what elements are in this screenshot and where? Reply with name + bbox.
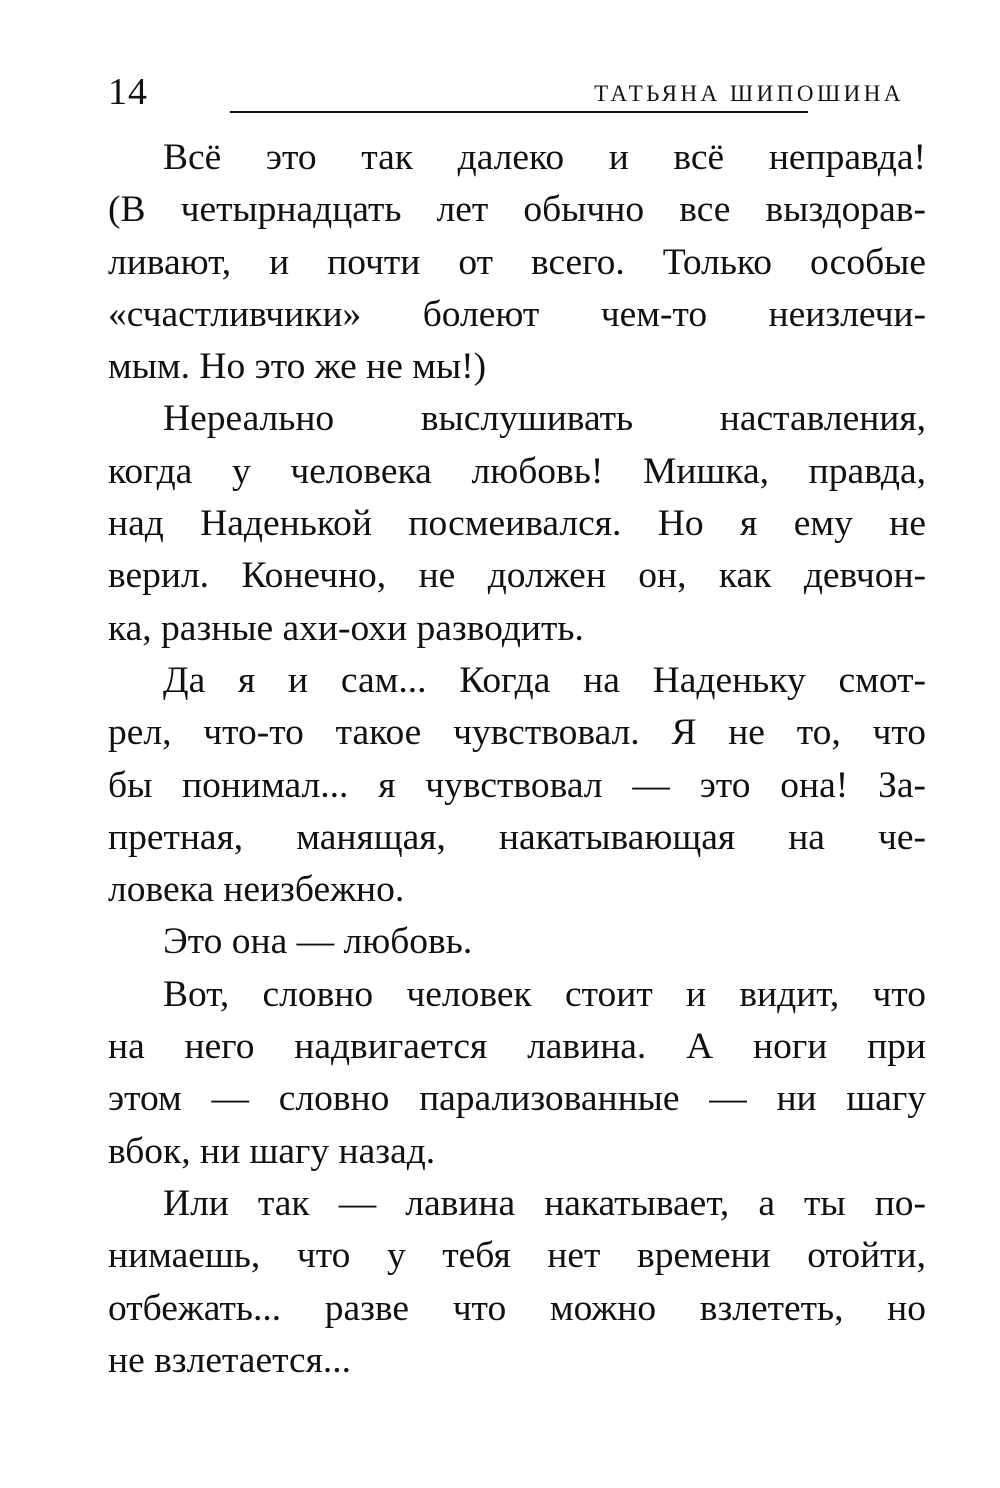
- text-line: верил. Конечно, не должен он, как девчон-: [108, 555, 926, 597]
- text-line: мым. Но это же не мы!): [108, 346, 487, 388]
- text-line: Всё это так далеко и всё неправда!: [163, 137, 926, 178]
- text-line: отбежать... разве что можно взлететь, но: [108, 1287, 926, 1329]
- text-line: претная, манящая, накатывающая на че-: [108, 816, 926, 858]
- running-head-author: ТАТЬЯНА ШИПОШИНА: [594, 81, 904, 106]
- text-line: рел, что-то такое чувствовал. Я не то, что: [108, 712, 926, 754]
- text-line: ка, разные ахи-охи разводить.: [108, 607, 584, 649]
- text-line: Вот, словно человек стоит и видит, что: [163, 973, 926, 1015]
- text-line: над Наденькой посмеивался. Но я ему не: [108, 503, 926, 545]
- text-line: Нереально выслушивать наставления,: [163, 398, 926, 440]
- body-text: [108, 132, 926, 1387]
- text-line: «счастливчики» болеют чем-то неизлечи-: [108, 293, 926, 335]
- text-line: ловека неизбежно.: [108, 869, 405, 911]
- header-rule: [230, 111, 808, 113]
- text-line: (В четырнадцать лет обычно все выздорав-: [108, 189, 926, 231]
- text-line: Это она — любовь.: [163, 921, 473, 963]
- text-line: нимаешь, что у тебя нет времени отойти,: [108, 1235, 926, 1277]
- text-line: бы понимал... я чувствовал — это она! За-: [108, 764, 926, 806]
- text-line: вбок, ни шагу назад.: [108, 1130, 436, 1172]
- page-number: 14: [108, 71, 148, 113]
- text-line: когда у человека любовь! Мишка, правда,: [108, 450, 926, 492]
- text-line: не взлетается...: [108, 1339, 351, 1381]
- text-line: этом — словно парализованные — ни шагу: [108, 1078, 926, 1120]
- text-line: Да я и сам... Когда на Наденьку смот-: [163, 659, 926, 701]
- text-line: ливают, и почти от всего. Только особые: [108, 241, 926, 283]
- text-line: Или так — лавина накатывает, а ты по-: [163, 1182, 926, 1224]
- text-line: на него надвигается лавина. А ноги при: [108, 1026, 926, 1068]
